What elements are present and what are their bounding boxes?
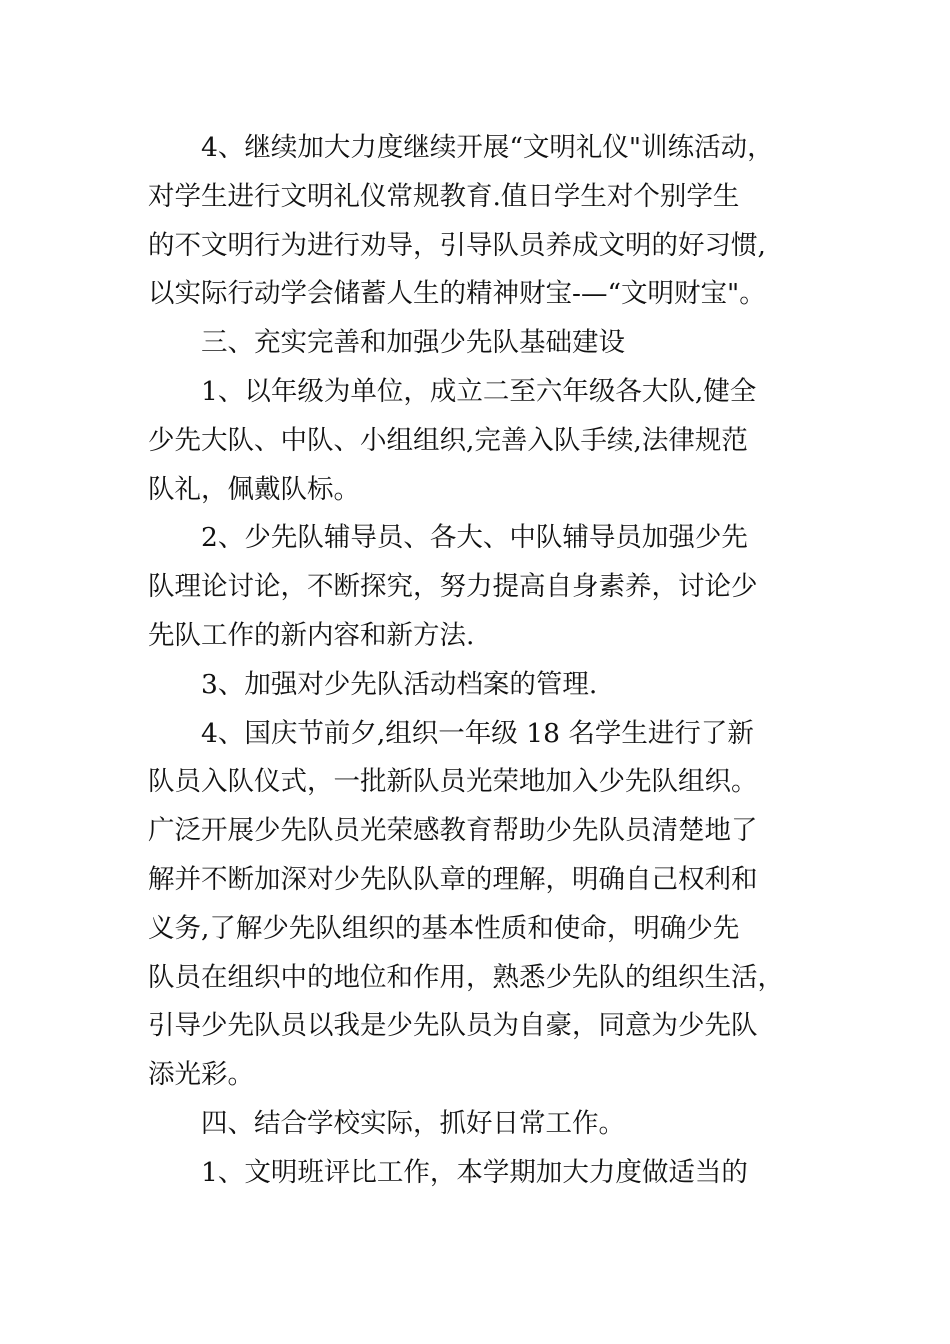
text-line: 4、继续加大力度继续开展“文明礼仪"训练活动， (201, 132, 774, 163)
text-line: 队员在组织中的地位和作用，熟悉少先队的组织生活， (148, 961, 784, 993)
text-line: 添光彩。 (148, 1059, 254, 1091)
text-line: 3、加强对少先队活动档案的管理. (201, 668, 598, 700)
text-line: 对学生进行文明礼仪常规教育.值日学生对个别学生 (148, 180, 740, 212)
text-line: 1、文明班评比工作，本学期加大力度做适当的 (201, 1156, 748, 1188)
text-line: 1、以年级为单位，成立二至六年级各大队,健全 (201, 375, 757, 407)
text-line: 四、结合学校实际，抓好日常工作。 (201, 1107, 625, 1139)
text-line: 队礼，佩戴队标。 (148, 473, 360, 505)
text-line: 三、充实完善和加强少先队基础建设 (201, 327, 625, 359)
text-line: 4、国庆节前夕,组织一年级 18 名学生进行了新 (201, 717, 754, 749)
text-line: 少先大队、中队、小组组织,完善入队手续,法律规范 (148, 424, 748, 456)
text-line: 的不文明行为进行劝导，引导队员养成文明的好习惯, (148, 229, 766, 261)
document-body (148, 124, 816, 1198)
text-line: 解并不断加深对少先队队章的理解，明确自己权利和 (148, 863, 758, 895)
text-line: 以实际行动学会储蓄人生的精神财宝-—“文明财宝"。 (148, 278, 766, 310)
text-line: 队理论讨论，不断探究，努力提高自身素养，讨论少 (148, 571, 758, 603)
text-line: 引导少先队员以我是少先队员为自豪，同意为少先队 (148, 1010, 758, 1042)
text-line: 队员入队仪式，一批新队员光荣地加入少先队组织。 (148, 766, 758, 798)
text-line: 义务,了解少先队组织的基本性质和使命，明确少先 (148, 912, 740, 944)
text-line: 广泛开展少先队员光荣感教育帮助少先队员清楚地了 (148, 815, 758, 847)
text-line: 2、少先队辅导员、各大、中队辅导员加强少先 (201, 522, 748, 554)
text-line: 先队工作的新内容和新方法. (148, 619, 475, 651)
